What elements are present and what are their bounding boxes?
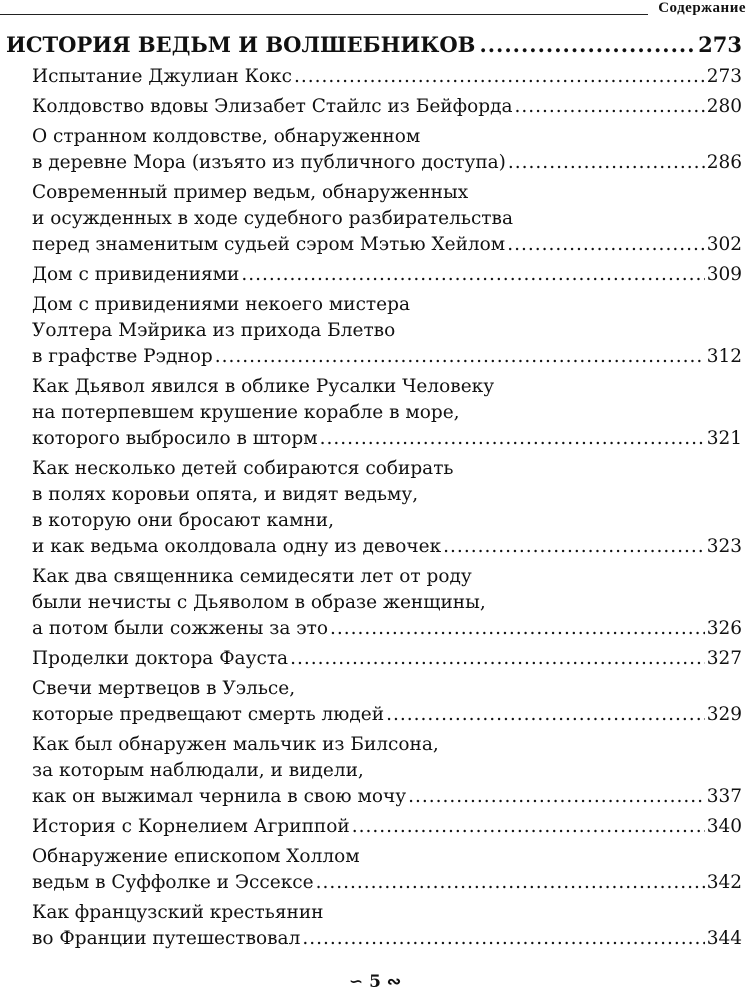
dot-leader [316, 870, 705, 896]
toc-entry-text: в графстве Рэднор [32, 346, 213, 367]
toc-entry-line [32, 150, 742, 176]
toc-entry-page: 302 [706, 234, 742, 255]
toc-entry-line [32, 124, 742, 150]
toc-entry-text: Как французский крестьянин [32, 902, 324, 923]
dot-leader [508, 150, 705, 176]
toc-entry-line [32, 482, 742, 508]
toc-entry-text: и как ведьма околдовала одну из девочек [32, 536, 442, 557]
ornament-left-icon: ∽ [348, 972, 364, 992]
toc-entry-text: Уолтера Мэйрика из прихода Блетво [32, 320, 396, 341]
toc-entry-text: О странном колдовстве, обнаруженном [32, 126, 421, 147]
toc-entry-line [32, 456, 742, 482]
toc-entry-text: Обнаружение епископом Холлом [32, 846, 360, 867]
toc-entry-text: Колдовство вдовы Элизабет Стайлс из Бейфорда [32, 96, 513, 117]
dot-leader [507, 232, 705, 258]
toc-entry-line [32, 374, 742, 400]
toc-entry-line [32, 64, 742, 90]
dot-leader [241, 262, 704, 288]
toc-entry-line [32, 344, 742, 370]
dot-leader [294, 64, 705, 90]
toc-entry-line [32, 94, 742, 120]
toc-entry-line [32, 400, 742, 426]
toc-entry-line [32, 926, 742, 952]
dot-leader [290, 646, 705, 672]
toc-entry-line [32, 180, 742, 206]
toc-entry-line [32, 784, 742, 810]
toc-entry-text: Как два священника семидесяти лет от роду [32, 566, 472, 587]
toc-entry [32, 646, 742, 672]
toc-entry-page: 312 [706, 346, 742, 367]
dot-leader [515, 94, 705, 120]
toc-entry-line [32, 844, 742, 870]
toc-entry [32, 564, 742, 642]
toc-entry-page: 337 [706, 786, 742, 807]
toc-entry-text: Проделки доктора Фауста [32, 648, 289, 669]
toc-entry-page: 321 [706, 428, 742, 449]
dot-leader [408, 784, 705, 810]
toc-entry-page: 326 [706, 618, 742, 639]
toc-entry-text: Свечи мертвецов в Уэльсе, [32, 678, 296, 699]
toc-entry-line [32, 616, 742, 642]
toc-entry-text: История с Корнелием Агриппой [32, 816, 350, 837]
toc-entry [32, 124, 742, 176]
page-number: 5 [369, 972, 381, 992]
toc-entry-text: в которую они бросают камни, [32, 510, 335, 531]
toc-entry [32, 64, 742, 90]
toc-entry-page: 280 [706, 96, 742, 117]
page-footer [0, 972, 750, 992]
dot-leader [479, 30, 694, 60]
toc-entry-line [32, 814, 742, 840]
dot-leader [443, 534, 705, 560]
toc-entry-page: 340 [706, 816, 742, 837]
toc-entry-text: и осужденных в ходе судебного разбирательства [32, 208, 513, 229]
toc-entry-line [32, 318, 742, 344]
toc-entry [32, 676, 742, 728]
chapter-page: 273 [698, 32, 742, 57]
toc-entry-text: Как несколько детей собираются собирать [32, 458, 454, 479]
header-rule [0, 14, 648, 15]
dot-leader [330, 616, 705, 642]
toc-entry-text: а потом были сожжены за это [32, 618, 328, 639]
toc-entry-line [32, 900, 742, 926]
toc-entry-text: на потерпевшем крушение корабле в море, [32, 402, 460, 423]
toc-entry-line [32, 702, 742, 728]
toc-entry-page: 323 [706, 536, 742, 557]
toc-entry-text: в полях коровьи опята, и видят ведьму, [32, 484, 419, 505]
toc-entry-line [32, 292, 742, 318]
toc-entry [32, 814, 742, 840]
toc-entry-text: перед знаменитым судьей сэром Мэтью Хейлом [32, 234, 506, 255]
toc-entry-line [32, 232, 742, 258]
toc-entry-text: за которым наблюдали, и видели, [32, 760, 364, 781]
toc-entry-line [32, 870, 742, 896]
toc-entry [32, 180, 742, 258]
toc-entry-line [32, 590, 742, 616]
chapter-title: ИСТОРИЯ ВЕДЬМ И ВОЛШЕБНИКОВ [6, 32, 476, 57]
dot-leader [352, 814, 705, 840]
toc-entry-text: Испытание Джулиан Кокс [32, 66, 292, 87]
toc-entry-line [32, 206, 742, 232]
toc-entry-text: Дом с привидениями некоего мистера [32, 294, 410, 315]
toc-entry-text: ведьм в Суффолке и Эссексе [32, 872, 314, 893]
toc-entry-text: Современный пример ведьм, обнаруженных [32, 182, 469, 203]
toc-entry-text: как он выжимал чернила в свою мочу [32, 786, 407, 807]
toc-entry-line [32, 262, 742, 288]
toc-entry [32, 900, 742, 952]
chapter-heading [6, 30, 742, 60]
toc-entry-text: Как Дьявол явился в облике Русалки Человеку [32, 376, 495, 397]
toc-entry [32, 374, 742, 452]
toc-entry-text: во Франции путешествовал [32, 928, 301, 949]
toc-entry [32, 94, 742, 120]
toc-entry-page: 273 [706, 66, 742, 87]
running-header: Содержание [658, 0, 746, 16]
toc-entry-page: 344 [706, 928, 742, 949]
toc-entry [32, 732, 742, 810]
toc-entry-text: которого выбросило в шторм [32, 428, 318, 449]
dot-leader [320, 426, 705, 452]
toc-entry-text: в деревне Мора (изъято из публичного доступа) [32, 152, 506, 173]
toc-entry-text: были нечисты с Дьяволом в образе женщины, [32, 592, 486, 613]
toc-entry [32, 262, 742, 288]
toc-entry-line [32, 426, 742, 452]
toc-entry-page: 342 [706, 872, 742, 893]
toc-entry-page: 329 [706, 704, 742, 725]
toc-entry [32, 456, 742, 560]
toc-entry-page: 309 [706, 264, 742, 285]
toc-entry-page: 327 [706, 648, 742, 669]
toc-entry-line [32, 676, 742, 702]
ornament-right-icon: ∾ [386, 972, 402, 992]
toc-entry-line [32, 646, 742, 672]
toc-entry-line [32, 732, 742, 758]
toc-entry-text: Как был обнаружен мальчик из Билсона, [32, 734, 439, 755]
toc-entry-line [32, 508, 742, 534]
dot-leader [386, 702, 705, 728]
toc-entry-page: 286 [706, 152, 742, 173]
toc-entry-text: которые предвещают смерть людей [32, 704, 385, 725]
toc-entry-line [32, 758, 742, 784]
toc-entry-line [32, 564, 742, 590]
dot-leader [302, 926, 704, 952]
dot-leader [215, 344, 705, 370]
toc-entry [32, 292, 742, 370]
toc-entry [32, 844, 742, 896]
table-of-contents [6, 30, 742, 952]
toc-entry-line [32, 534, 742, 560]
toc-entry-text: Дом с привидениями [32, 264, 240, 285]
